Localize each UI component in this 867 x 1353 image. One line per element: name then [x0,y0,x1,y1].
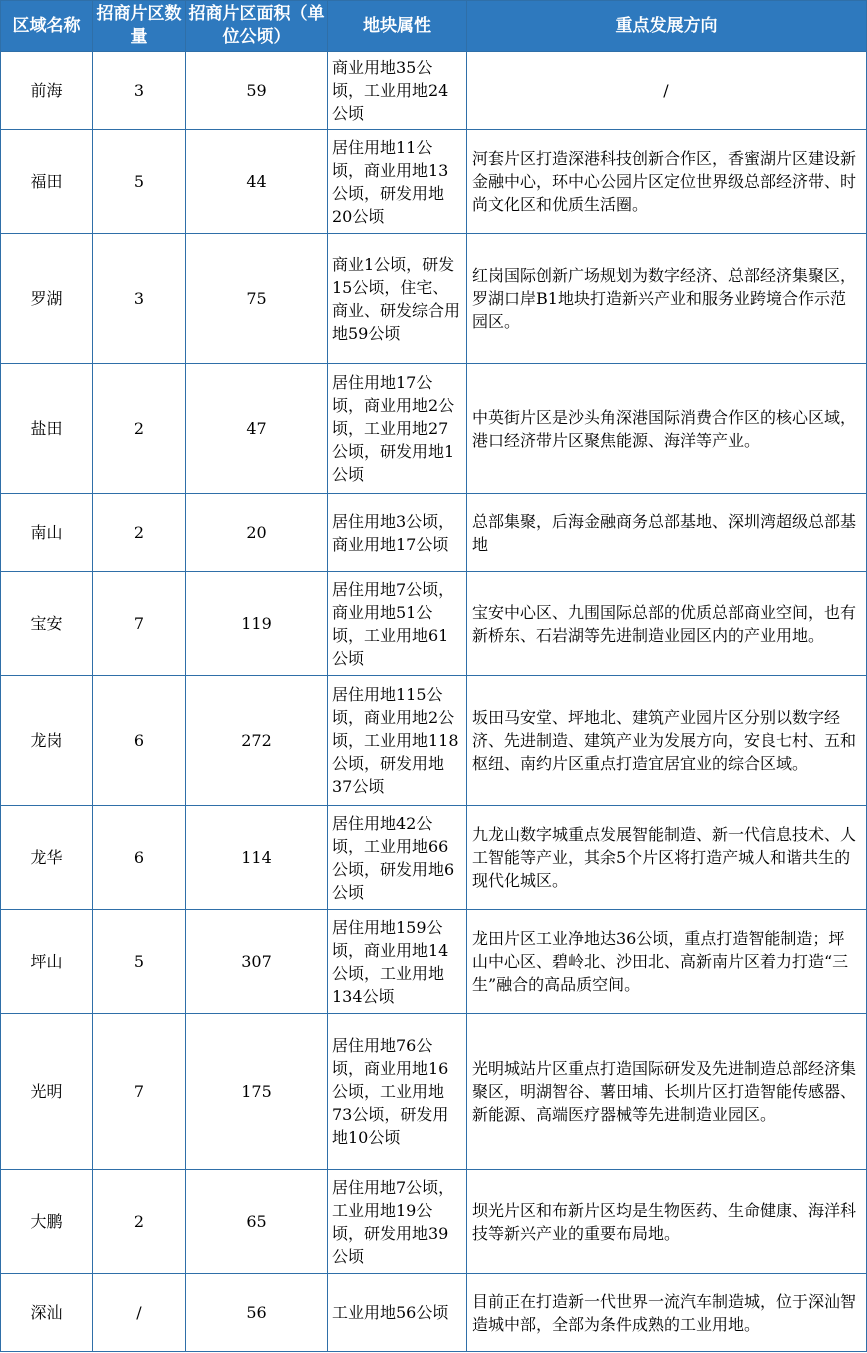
count-cell: / [93,1274,186,1352]
count-cell: 6 [93,806,186,910]
region-cell: 盐田 [1,364,93,494]
direction-cell: 河套片区打造深港科技创新合作区，香蜜湖片区建设新金融中心，环中心公园片区定位世界级总部经济带、时尚文化区和优质生活圈。 [467,130,867,234]
area-cell: 65 [186,1170,328,1274]
area-cell: 44 [186,130,328,234]
count-cell: 2 [93,1170,186,1274]
count-cell: 7 [93,572,186,676]
direction-cell: 目前正在打造新一代世界一流汽车制造城，位于深汕智造城中部，全部为条件成熟的工业用地。 [467,1274,867,1352]
count-cell: 5 [93,910,186,1014]
table-row [1,806,867,910]
region-cell: 宝安 [1,572,93,676]
header-development-direction: 重点发展方向 [467,1,867,52]
direction-cell: 九龙山数字城重点发展智能制造、新一代信息技术、人工智能等产业，其余5个片区将打造产城人和谐共生的现代化城区。 [467,806,867,910]
count-cell: 3 [93,234,186,364]
region-cell: 深汕 [1,1274,93,1352]
area-cell: 56 [186,1274,328,1352]
direction-cell: 宝安中心区、九围国际总部的优质总部商业空间，也有新桥东、石岩湖等先进制造业园区内的产业用地。 [467,572,867,676]
area-cell: 307 [186,910,328,1014]
region-cell: 大鹏 [1,1170,93,1274]
area-cell: 272 [186,676,328,806]
region-cell: 罗湖 [1,234,93,364]
direction-cell: 坂田马安堂、坪地北、建筑产业园片区分别以数字经济、先进制造、建筑产业为发展方向，安良七村、五和枢纽、南约片区重点打造宜居宜业的综合区域。 [467,676,867,806]
table-row [1,1170,867,1274]
count-cell: 2 [93,364,186,494]
direction-cell: 总部集聚，后海金融商务总部基地、深圳湾超级总部基地 [467,494,867,572]
attr-cell: 居住用地115公顷，商业用地2公顷，工业用地118公顷，研发用地37公顷 [328,676,467,806]
header-row [1,1,867,52]
count-cell: 2 [93,494,186,572]
count-cell: 6 [93,676,186,806]
attr-cell: 居住用地76公顷，商业用地16公顷，工业用地73公顷，研发用地10公顷 [328,1014,467,1170]
attr-cell: 居住用地7公顷，工业用地19公顷，研发用地39公顷 [328,1170,467,1274]
region-cell: 龙岗 [1,676,93,806]
table-row [1,572,867,676]
attr-cell: 商业用地35公顷，工业用地24公顷 [328,52,467,130]
attr-cell: 居住用地17公顷，商业用地2公顷，工业用地27公顷，研发用地1公顷 [328,364,467,494]
header-region: 区域名称 [1,1,93,52]
area-cell: 47 [186,364,328,494]
count-cell: 3 [93,52,186,130]
count-cell: 5 [93,130,186,234]
count-cell: 7 [93,1014,186,1170]
table-row [1,676,867,806]
region-cell: 前海 [1,52,93,130]
table-row [1,234,867,364]
area-cell: 175 [186,1014,328,1170]
attr-cell: 商业1公顷，研发15公顷，住宅、商业、研发综合用地59公顷 [328,234,467,364]
region-cell: 南山 [1,494,93,572]
attr-cell: 居住用地42公顷，工业用地66公顷，研发用地6公顷 [328,806,467,910]
table-row [1,364,867,494]
attr-cell: 工业用地56公顷 [328,1274,467,1352]
area-cell: 119 [186,572,328,676]
direction-cell: 龙田片区工业净地达36公顷，重点打造智能制造；坪山中心区、碧岭北、沙田北、高新南片区着力打造“三生”融合的高品质空间。 [467,910,867,1014]
direction-cell: / [467,52,867,130]
header-zone-area: 招商片区面积（单位公顷） [186,1,328,52]
area-cell: 114 [186,806,328,910]
direction-cell: 红岗国际创新广场规划为数字经济、总部经济集聚区，罗湖口岸B1地块打造新兴产业和服务业跨境合作示范园区。 [467,234,867,364]
table-row [1,130,867,234]
attr-cell: 居住用地7公顷，商业用地51公顷，工业用地61公顷 [328,572,467,676]
direction-cell: 光明城站片区重点打造国际研发及先进制造总部经济集聚区，明湖智谷、薯田埔、长圳片区打造智能传感器、新能源、高端医疗器械等先进制造业园区。 [467,1014,867,1170]
table-row [1,1014,867,1170]
area-cell: 59 [186,52,328,130]
table-row [1,910,867,1014]
table-row [1,52,867,130]
attr-cell: 居住用地11公顷，商业用地13公顷，研发用地20公顷 [328,130,467,234]
region-cell: 福田 [1,130,93,234]
table-row [1,1274,867,1352]
header-zone-count: 招商片区数量 [93,1,186,52]
direction-cell: 坝光片区和布新片区均是生物医药、生命健康、海洋科技等新兴产业的重要布局地。 [467,1170,867,1274]
attr-cell: 居住用地3公顷，商业用地17公顷 [328,494,467,572]
region-cell: 坪山 [1,910,93,1014]
area-cell: 75 [186,234,328,364]
region-cell: 龙华 [1,806,93,910]
header-land-attribute: 地块属性 [328,1,467,52]
area-cell: 20 [186,494,328,572]
direction-cell: 中英街片区是沙头角深港国际消费合作区的核心区域，港口经济带片区聚焦能源、海洋等产业。 [467,364,867,494]
attr-cell: 居住用地159公顷，商业用地14公顷，工业用地134公顷 [328,910,467,1014]
table-row [1,494,867,572]
region-cell: 光明 [1,1014,93,1170]
